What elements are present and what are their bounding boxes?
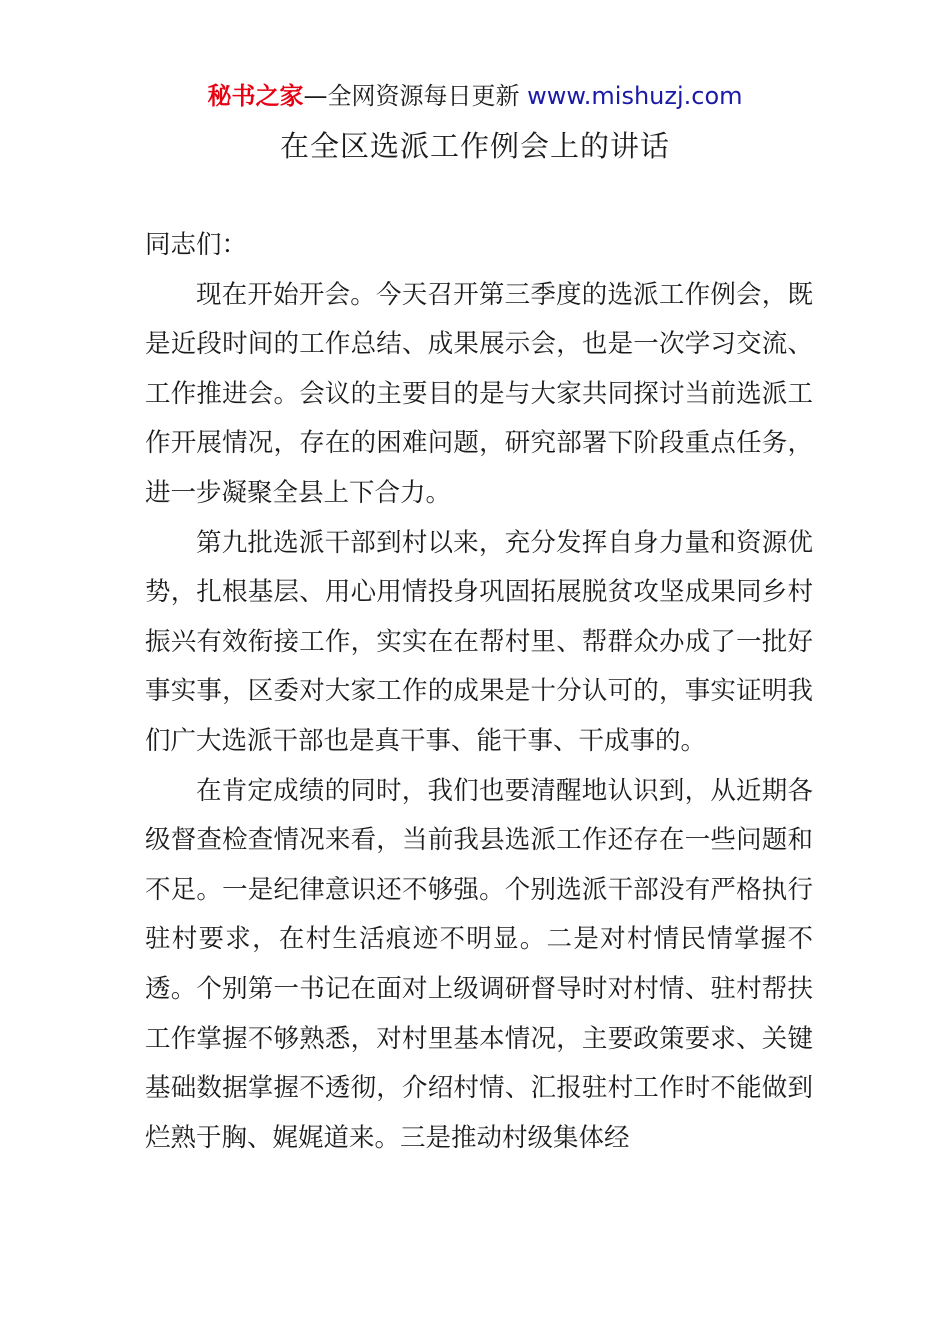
document-title: 在全区选派工作例会上的讲话 <box>279 129 670 163</box>
salutation: 同志们： <box>145 230 248 260</box>
paragraph-2: 第九批选派干部到村以来，充分发挥自身力量和资源优势，扎根基层、用心用情投身巩固拓展脱贫攻坚成果同乡村振兴有效衔接工作，实实在在帮村里、帮群众办成了一批好事实事，区委对大家工作的成果是十分认可的，事实证明我们广大选派干部也是真干事、能干事、干成事的。 <box>145 527 813 756</box>
document-body <box>145 221 813 1163</box>
site-url-link[interactable]: www.mishuzj.com <box>527 82 743 110</box>
paragraph-1: 现在开始开会。今天召开第三季度的选派工作例会，既是近段时间的工作总结、成果展示会，也是一次学习交流、工作推进会。会议的主要目的是与大家共同探讨当前选派工作开展情况，存在的困难问题，研究部署下阶段重点任务，进一步凝聚全县上下合力。 <box>145 279 813 508</box>
site-header <box>0 80 950 112</box>
site-brand: 秘书之家 <box>207 82 304 110</box>
site-tagline: —全网资源每日更新 <box>303 82 520 110</box>
paragraph-3: 在肯定成绩的同时，我们也要清醒地认识到，从近期各级督查检查情况来看，当前我县选派工作还存在一些问题和不足。一是纪律意识还不够强。个别选派干部没有严格执行驻村要求，在村生活痕迹不明显。二是对村情民情掌握不透。个别第一书记在面对上级调研督导时对村情、驻村帮扶工作掌握不够熟悉，对村里基本情况，主要政策要求、关键基础数据掌握不透彻，介绍村情、汇报驻村工作时不能做到烂熟于胸、娓娓道来。三是推动村级集体经 <box>145 775 813 1153</box>
